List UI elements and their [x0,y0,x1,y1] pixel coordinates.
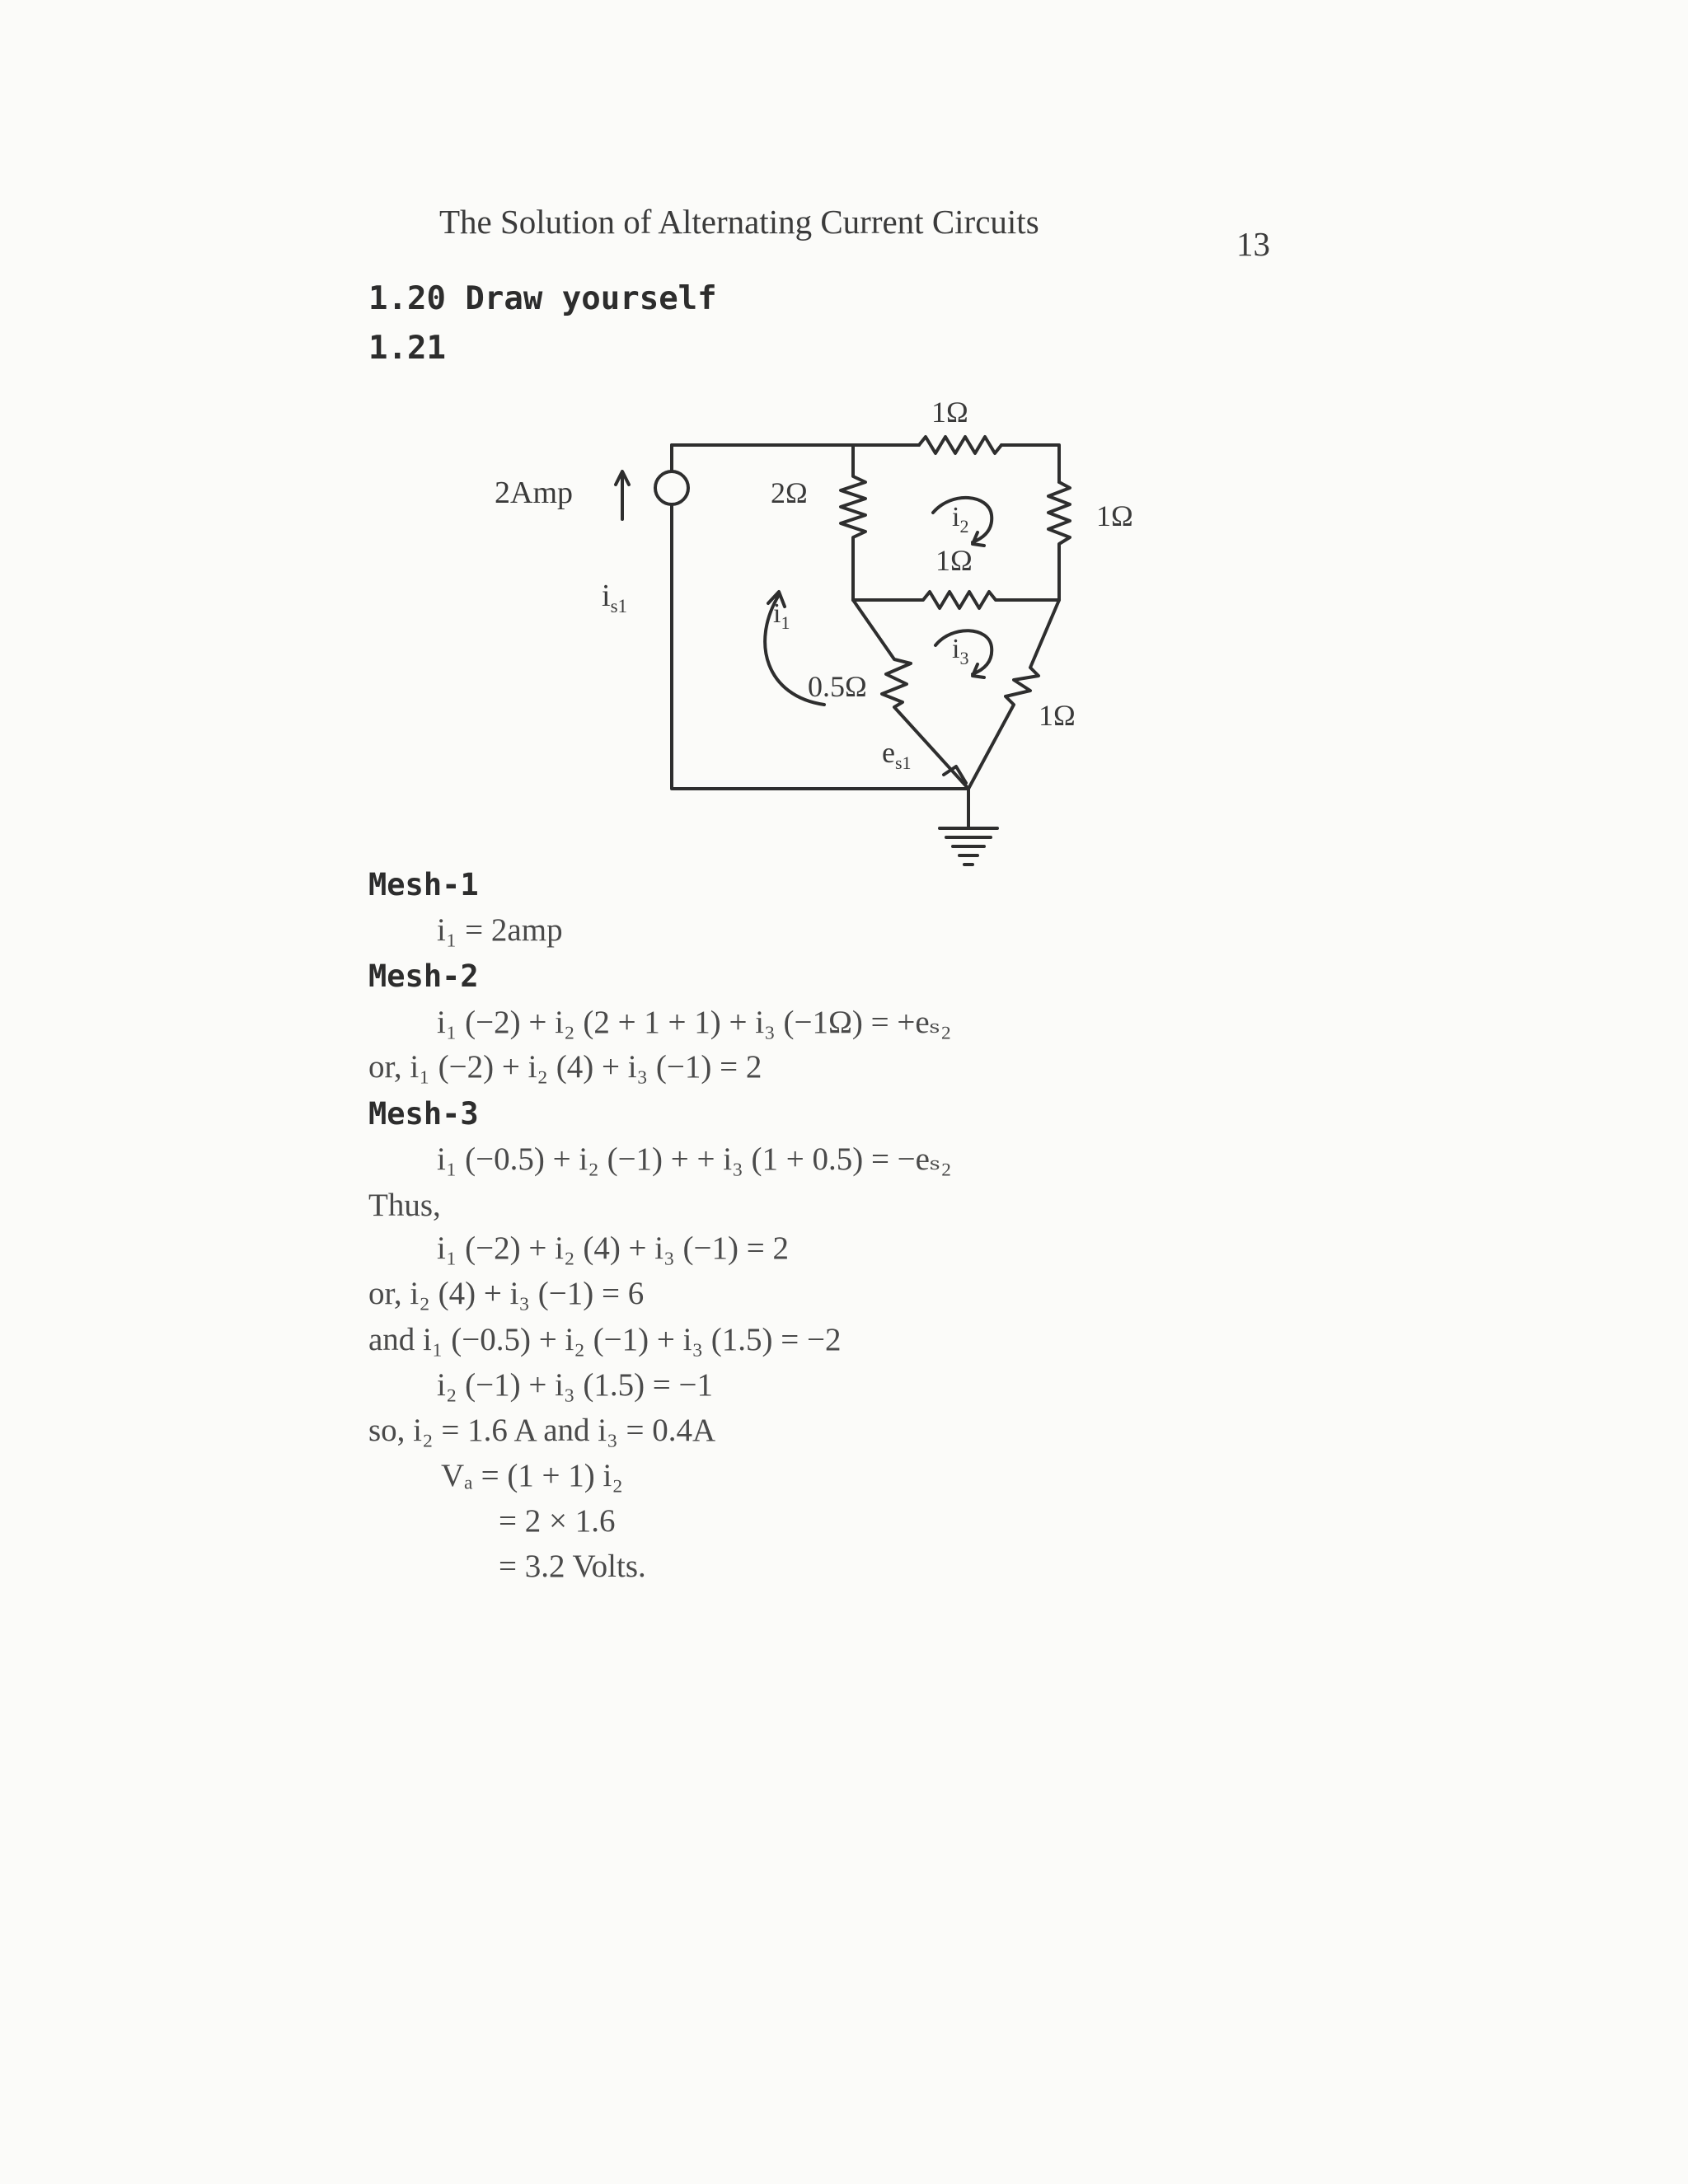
solution-line: Vₐ = (1 + 1) i₂ [441,1458,623,1493]
resistor-right-1-ohm [1048,482,1070,600]
source-label: 2Amp [495,476,573,510]
wire-top [672,445,1059,482]
current-source [655,471,688,504]
thus-label: Thus, [368,1188,441,1223]
section-1-21-heading: 1.21 [368,330,446,367]
solution-line: i₁ (−2) + i₂ (4) + i₃ (−1) = 2 [437,1230,789,1266]
mesh-1-heading: Mesh-1 [368,867,479,902]
resistor-mid-label: 1Ω [935,544,973,577]
solution-line: = 3.2 Volts. [499,1549,646,1584]
solution-line: or, i₂ (4) + i₃ (−1) = 6 [368,1276,645,1311]
resistor-lower-right-1-ohm [968,600,1059,789]
ground-symbol [940,789,997,865]
solution-line: so, i₂ = 1.6 A and i₃ = 0.4A [368,1413,716,1448]
mesh-2-equation: i₁ (−2) + i₂ (2 + 1 + 1) + i₃ (−1Ω) = +eₛ₂ [437,1005,952,1040]
resistor-2-ohm [841,445,865,600]
circuit-diagram [462,379,1170,890]
source-current-label: $i_{s1}$ [602,579,628,616]
mesh-1-equation: i₁ = 2amp [437,912,563,948]
mesh-2-heading: Mesh-2 [368,958,479,994]
resistor-top-1-ohm [919,437,1001,453]
resistor-top-label: 1Ω [931,396,968,429]
mesh-i2-label: $i_2$ [952,502,969,537]
wire-left-loop [672,445,968,789]
source-arrow [616,471,629,519]
page-number: 13 [1236,225,1270,263]
running-header: The Solution of Alternating Current Circuits [439,203,1039,241]
node-voltage-label: $e_{s1}$ [882,736,912,773]
solution-line: and i₁ (−0.5) + i₂ (−1) + i₃ (1.5) = −2 [368,1322,842,1357]
mesh-i3-label: $i_3$ [952,634,969,668]
solution-line: = 2 × 1.6 [499,1503,616,1539]
resistor-0-5-label: 0.5Ω [808,670,867,703]
resistor-lower-right-label: 1Ω [1039,699,1076,732]
resistor-mid-1-ohm [853,592,1059,608]
section-1-20-heading: 1.20 Draw yourself [368,280,717,317]
mesh-3-heading: Mesh-3 [368,1096,479,1132]
mesh-3-equation: i₁ (−0.5) + i₂ (−1) + + i₃ (1 + 0.5) = −eₛ₂ [437,1141,952,1177]
resistor-2-ohm-label: 2Ω [771,476,808,509]
mesh-2-simplified: or, i₁ (−2) + i₂ (4) + i₃ (−1) = 2 [368,1049,762,1085]
resistor-right-label: 1Ω [1096,499,1133,532]
mesh-i1-label: $i_1$ [773,598,790,633]
solution-line: i₂ (−1) + i₃ (1.5) = −1 [437,1367,714,1403]
